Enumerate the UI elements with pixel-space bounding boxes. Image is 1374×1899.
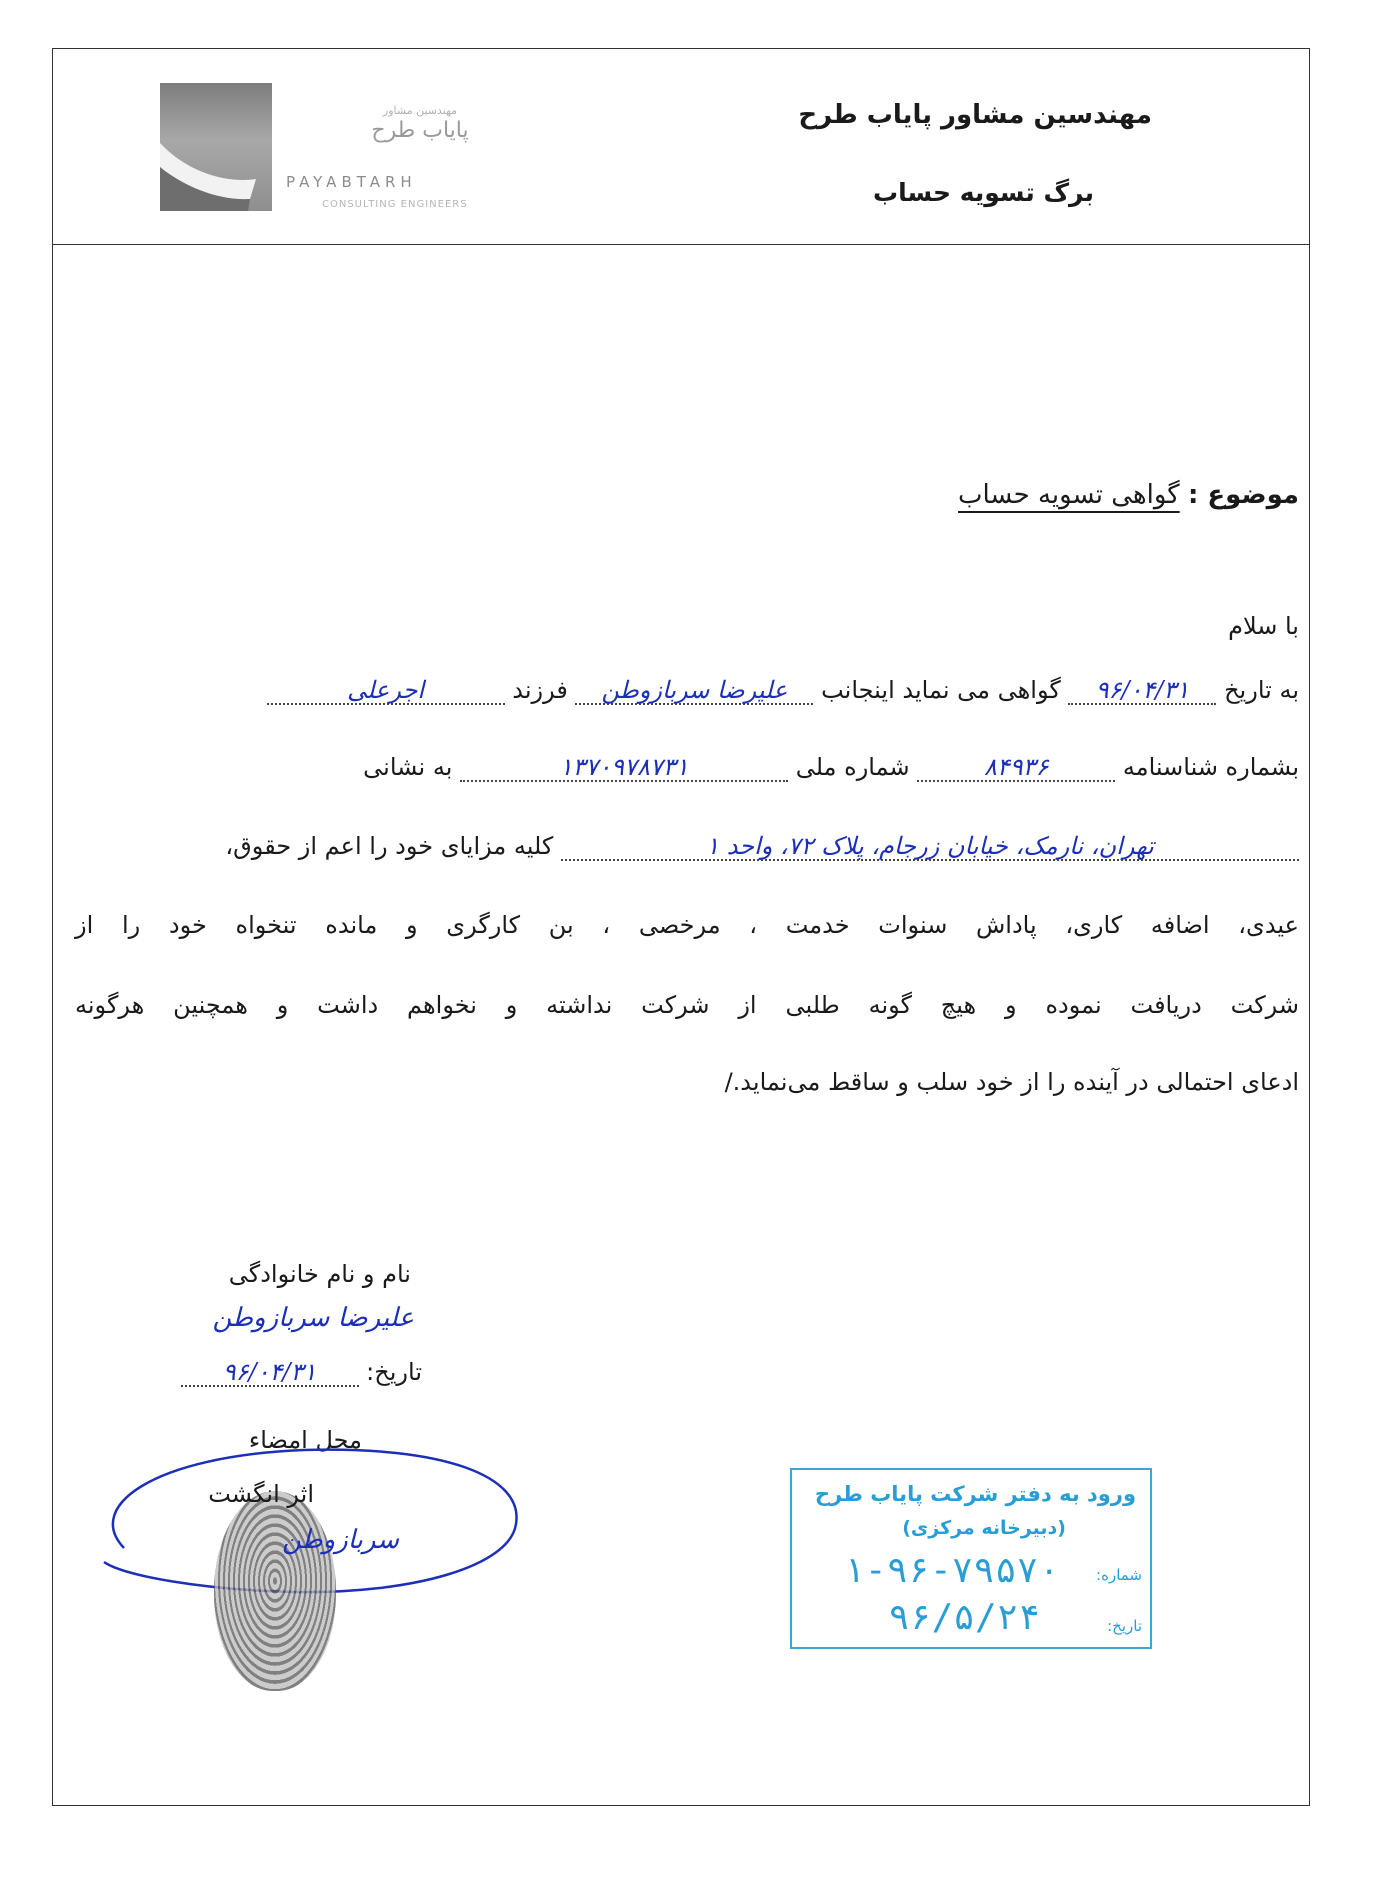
signature-date-line — [181, 1358, 422, 1387]
national-id-field: ۱۳۷۰۹۷۸۷۳۱ — [460, 754, 788, 782]
body-line-5: شرکت دریافت نموده و هیچ گونه طلبی از شرکت نداشته و نخواهم داشت و همچنین هرگونه — [75, 991, 1299, 1019]
form-title: برگ تسویه حساب — [873, 178, 1094, 207]
line2-text-national: شماره ملی — [795, 753, 910, 781]
company-logo-mark — [160, 83, 272, 211]
stamp-date-label: تاریخ: — [1107, 1617, 1142, 1635]
line2-text-address: به نشانی — [363, 753, 453, 781]
fingerprint-mark — [214, 1491, 336, 1691]
line1-text-date: به تاریخ — [1224, 676, 1299, 704]
subject-label: موضوع : — [1187, 480, 1299, 510]
fingerprint-label: اثر انگشت — [208, 1480, 314, 1508]
body-line-2 — [363, 753, 1299, 782]
signature-date-field: ۹۶/۰۴/۳۱ — [181, 1359, 359, 1387]
line2-text-id: بشماره شناسنامه — [1122, 753, 1299, 781]
header-divider — [52, 244, 1310, 245]
greeting: با سلام — [1228, 612, 1299, 640]
stamp-number-label: شماره: — [1096, 1566, 1142, 1584]
signature-place-label: محل امضاء — [248, 1426, 362, 1454]
logo-swoosh-icon — [160, 83, 272, 211]
body-line-6: ادعای احتمالی در آینده را از خود سلب و ساقط می‌نماید./ — [724, 1068, 1299, 1096]
registry-stamp — [790, 1468, 1152, 1649]
subject-line — [958, 480, 1299, 510]
certificate-date-field: ۹۶/۰۴/۳۱ — [1068, 677, 1216, 705]
body-line-4: عیدی، اضافه کاری، پاداش سنوات خدمت ، مرخصی ، بن کارگری و مانده تنخواه خود را از — [75, 911, 1299, 939]
stamp-number-value: ۱-۹۶-۷۹۵۷۰ — [843, 1550, 1060, 1591]
signature-date-label: تاریخ: — [366, 1358, 422, 1386]
subject-value: گواهی تسویه حساب — [958, 480, 1180, 510]
company-name: مهندسین مشاور پایاب طرح — [798, 100, 1152, 130]
address-field: تهران، نارمک، خیابان زرجام، پلاک ۷۲، واحد ۱ — [561, 833, 1299, 861]
employee-name-field: علیرضا سربازوطن — [575, 677, 813, 705]
logo-text-en: PAYABTARH — [286, 173, 417, 191]
stamp-date-value: ۹۶/۵/۲۴ — [888, 1597, 1040, 1638]
name-label: نام و نام خانوادگی — [228, 1260, 411, 1288]
logo-text-en-subtitle: CONSULTING ENGINEERS — [322, 199, 468, 210]
stamp-subtitle: (دبیرخانه مرکزی) — [902, 1517, 1066, 1539]
signature-scrawl: سربازوطن — [282, 1525, 399, 1555]
body-line-1 — [267, 676, 1299, 705]
birth-certificate-number-field: ۸۴۹۳۶ — [917, 754, 1115, 782]
logo-text-fa: پایاب طرح — [371, 118, 469, 143]
line1-text-declarant: گواهی می نماید اینجانب — [821, 676, 1061, 704]
line1-text-father: فرزند — [512, 676, 568, 704]
father-name-field: اجرعلی — [267, 677, 505, 705]
signature-name-value: علیرضا سربازوطن — [212, 1303, 414, 1333]
stamp-title: ورود به دفتر شرکت پایاب طرح — [814, 1482, 1136, 1506]
body-line-3 — [225, 832, 1299, 861]
logo-text-fa-small: مهندسین مشاور — [382, 104, 458, 117]
line3-text: کلیه مزایای خود را اعم از حقوق، — [225, 832, 554, 860]
